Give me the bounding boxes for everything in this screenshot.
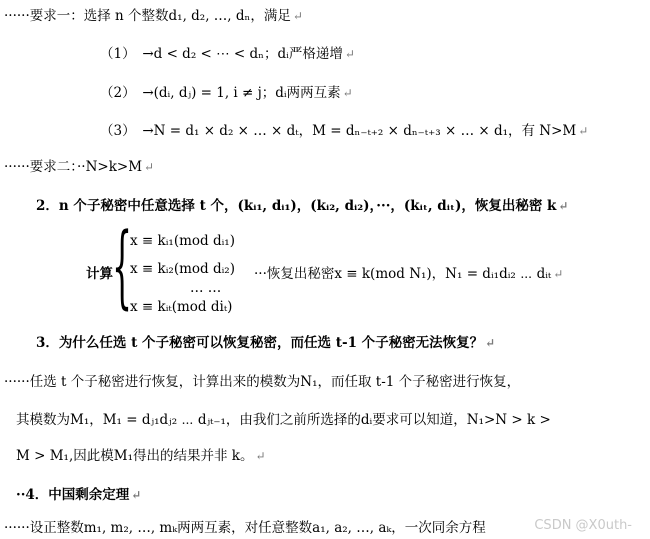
congruence-t: x ≡ kᵢₜ(mod diₜ) xyxy=(130,299,233,315)
paragraph-mark-icon: ↵ xyxy=(255,449,266,463)
left-brace: { xyxy=(112,214,133,319)
condition-2: （2） →(dᵢ, dⱼ) = 1, i ≠ j；dᵢ两两互素 ↵ xyxy=(100,85,353,101)
congruence-1: x ≡ kᵢ₁(mod dᵢ₁) xyxy=(130,233,235,249)
section-3-para-line-2: 其模数为M₁，M₁ = dⱼ₁dⱼ₂ ⋯ dⱼₜ₋₁，由我们之前所选择的dᵢ要求可以知道，N₁>N > k > xyxy=(16,412,551,428)
section-3-heading: 3．为什么任选 t 个子秘密可以恢复秘密，而任选 t-1 个子秘密无法恢复？ ↵ xyxy=(36,335,496,351)
watermark: CSDN @X0uth- xyxy=(534,518,632,533)
condition-1: （1） →d < d₂ < ⋯ < dₙ；dᵢ严格递增 ↵ xyxy=(100,46,355,62)
section-3-para-line-1: ······任选 t 个子秘密进行恢复，计算出来的模数为N₁，而任取 t-1 个子秘密进行恢复， xyxy=(4,374,521,390)
paragraph-mark-icon: ↵ xyxy=(342,86,353,100)
requirement-two-line: ······要求二：··N>k>M ↵ xyxy=(4,159,155,175)
paragraph-mark-icon: ↵ xyxy=(558,199,569,213)
paragraph-mark-icon: ↵ xyxy=(131,488,142,502)
section-2-heading: 2．n 个子秘密中任意选择 t 个，(kᵢ₁, dᵢ₁)，(kᵢ₂, dᵢ₂)，···，(kᵢₜ, dᵢₜ)，恢复出秘密 k ↵ xyxy=(36,198,569,214)
congruence-ellipsis: … … xyxy=(190,280,222,296)
calc-result: ···恢复出秘密x ≡ k(mod N₁)，N₁ = dᵢ₁dᵢ₂ ⋯ dᵢₜ ↵ xyxy=(254,266,564,282)
paragraph-mark-icon: ↵ xyxy=(578,124,589,138)
congruence-2: x ≡ kᵢ₂(mod dᵢ₂) xyxy=(130,261,235,277)
paragraph-mark-icon: ↵ xyxy=(344,47,355,61)
requirement-one-line: ······要求一：选择 n 个整数d₁, d₂, …, dₙ，满足 ↵ xyxy=(4,8,303,24)
section-4-heading: ··4．中国剩余定理 ↵ xyxy=(16,487,142,503)
calc-label: 计算 xyxy=(86,266,113,282)
condition-3: （3） →N = d₁ × d₂ × … × dₜ，M = dₙ₋ₜ₊₂ × dₙ₋ₜ₊₃ × … × d₁，有 N>M ↵ xyxy=(100,123,589,139)
section-3-para-line-3: M > M₁,因此模M₁得出的结果并非 k。 ↵ xyxy=(16,448,266,464)
paragraph-mark-icon: ↵ xyxy=(485,336,496,350)
paragraph-mark-icon: ↵ xyxy=(292,9,303,23)
paragraph-mark-icon: ↵ xyxy=(553,267,564,281)
section-4-para-line-1: ······设正整数m₁, m₂, …, mₖ两两互素，对任意整数a₁, a₂, …, aₖ，一次同余方程 xyxy=(4,520,486,536)
paragraph-mark-icon: ↵ xyxy=(144,160,155,174)
